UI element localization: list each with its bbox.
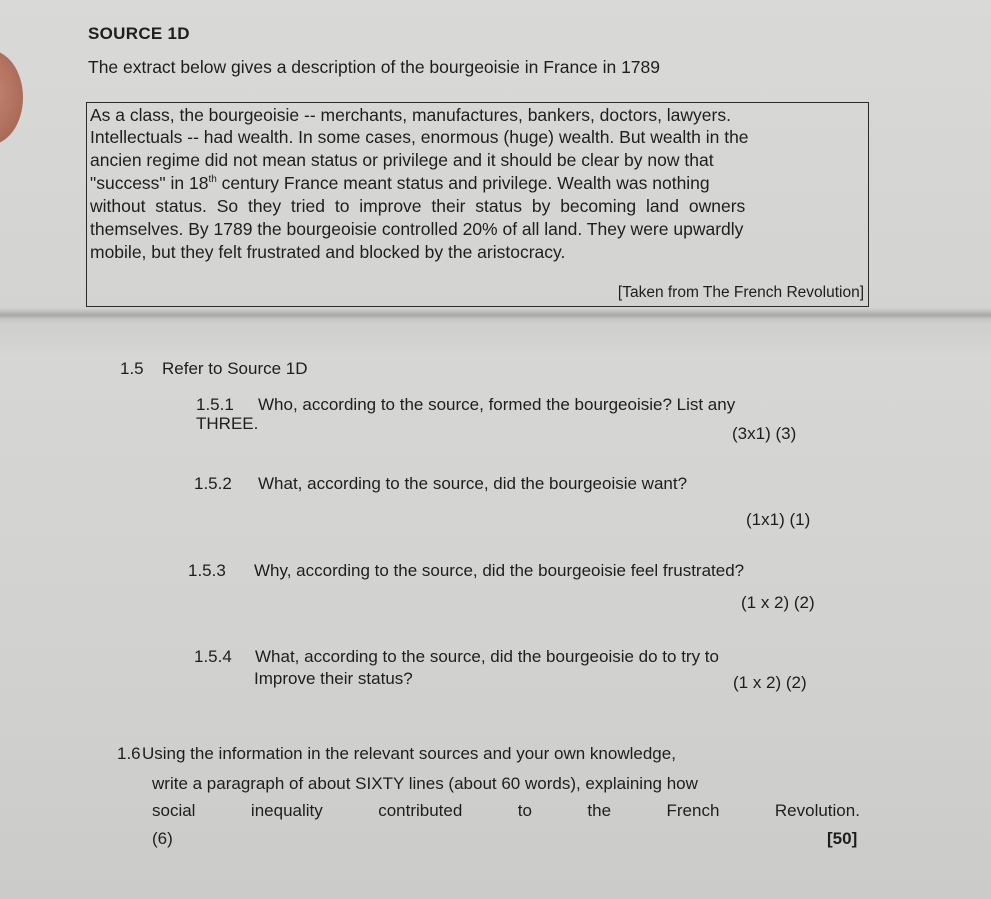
source-attribution: [Taken from The French Revolution] (617, 284, 864, 301)
extract-line-4-text (90, 173, 710, 194)
word: Revolution. (774, 801, 860, 820)
question-1-5-2-number: 1.5.2 (194, 474, 232, 493)
extract-line-2: Intellectuals -- had wealth. In some cases, enormous (huge) wealth. But wealth in the (90, 127, 749, 147)
extract-text-part: century France meant status and privilege. Wealth was nothing (216, 173, 710, 193)
question-1-5-number: 1.5 (120, 359, 144, 378)
question-1-5-4-marks: (1 x 2) (2) (733, 673, 807, 692)
question-1-5-1-text: Who, according to the source, formed the bourgeoisie? List any (258, 395, 736, 414)
extract-line-7: mobile, but they felt frustrated and blocked by the aristocracy. (90, 242, 566, 262)
extract-line-6: themselves. By 1789 the bourgeoisie controlled 20% of all land. They were upwardly (90, 219, 744, 239)
question-1-5-4-text: What, according to the source, did the bourgeoisie do to try to (255, 647, 719, 666)
source-intro: The extract below gives a description of the bourgeoisie in France in 1789 (88, 57, 660, 77)
total-marks: [50] (827, 829, 858, 848)
question-1-5-1-text-cont: THREE. (196, 414, 259, 433)
word: inequality (250, 801, 323, 820)
extract-text-part: "success" in 18 (90, 173, 209, 193)
question-1-5-1-number: 1.5.1 (196, 395, 234, 414)
question-1-5-3-marks: (1 x 2) (2) (741, 593, 815, 612)
question-1-5-3-number: 1.5.3 (188, 561, 226, 580)
extract-line-3: ancien regime did not mean status or privilege and it should be clear by now that (90, 150, 714, 170)
question-1-5-3-text: Why, according to the source, did the bourgeoisie feel frustrated? (254, 561, 745, 580)
extract-line-4 (90, 173, 864, 194)
word: to (517, 801, 532, 820)
superscript-th: th (208, 174, 217, 185)
question-1-5-4-text-cont: Improve their status? (254, 669, 413, 688)
finger-in-photo (0, 50, 23, 145)
word: contributed (378, 801, 463, 820)
question-1-6-marks: (6) (152, 829, 173, 848)
question-1-6-text-1: Using the information in the relevant sources and your own knowledge, (142, 744, 676, 763)
extract-line-1: As a class, the bourgeoisie -- merchants, manufactures, bankers, doctors, lawyers. (90, 105, 731, 125)
source-heading: SOURCE 1D (88, 24, 190, 43)
question-1-5-2-text: What, according to the source, did the bourgeoisie want? (258, 474, 688, 493)
word: the (587, 801, 612, 820)
source-extract-box (86, 102, 869, 307)
word: French (666, 801, 720, 820)
word: social (152, 801, 196, 820)
question-1-6-text-3 (152, 801, 860, 821)
extract-line-5: without status. So they tried to improve their status by becoming land owners (90, 196, 746, 216)
question-1-5-1-marks: (3x1) (3) (732, 424, 797, 443)
paper-fold-shadow (0, 308, 991, 324)
question-1-6-number: 1.6 (117, 744, 141, 763)
question-1-6-text-2: write a paragraph of about SIXTY lines (about 60 words), explaining how (152, 774, 698, 793)
question-1-5-text: Refer to Source 1D (162, 359, 308, 378)
question-1-5-2-marks: (1x1) (1) (746, 510, 811, 529)
question-1-5-4-number: 1.5.4 (194, 647, 232, 666)
